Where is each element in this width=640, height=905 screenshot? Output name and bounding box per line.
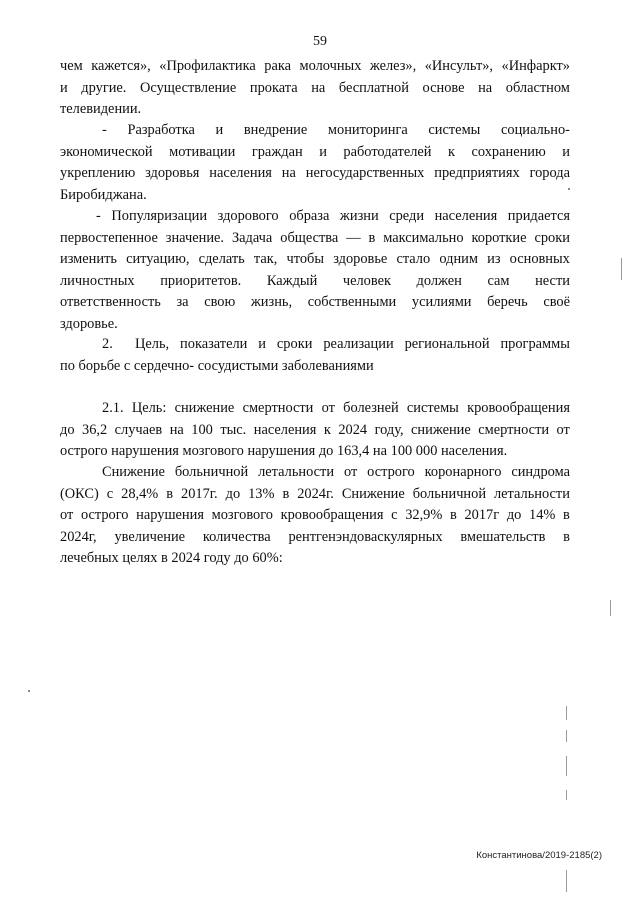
- word: программы: [500, 336, 570, 352]
- word: 2.1.: [102, 400, 124, 416]
- document-reference: Константинова/2019-2185(2): [476, 850, 602, 861]
- word: первостепенное: [60, 229, 158, 246]
- word: снижение: [174, 400, 235, 416]
- word: 2024: [338, 421, 368, 438]
- word: желез»,: [369, 58, 417, 74]
- word: образа: [289, 208, 330, 224]
- text-line: [60, 398, 570, 420]
- word: населения: [253, 421, 317, 438]
- word: кровообращения: [467, 400, 570, 416]
- word: коронарного: [424, 464, 502, 480]
- word: от: [556, 421, 570, 438]
- scan-artifact: [28, 690, 30, 692]
- text-line: [60, 292, 570, 314]
- scan-artifact: [566, 870, 567, 892]
- word: негосударственных: [305, 165, 425, 181]
- scan-artifact: [566, 790, 567, 800]
- word: в: [368, 229, 376, 246]
- scan-artifact: [566, 730, 567, 742]
- word: сделать: [198, 251, 245, 267]
- word: —: [346, 229, 361, 246]
- word: 2017г: [464, 507, 500, 523]
- word: острого: [80, 507, 129, 523]
- word: Разработка: [127, 122, 195, 138]
- text-line: [60, 484, 570, 506]
- text-line: [60, 249, 570, 271]
- word: с: [391, 507, 398, 523]
- word: (ОКС): [60, 485, 99, 502]
- word: на: [478, 79, 493, 96]
- word: Популяризации: [111, 208, 208, 224]
- word: внедрение: [243, 122, 308, 138]
- word: значение.: [165, 229, 225, 246]
- word: мотивации: [169, 143, 236, 160]
- word: в: [450, 507, 457, 523]
- word: должен: [416, 272, 462, 289]
- paragraph-2: [60, 120, 570, 206]
- word: социально-: [501, 122, 570, 138]
- word: бесплатной: [338, 79, 409, 96]
- scan-artifact: [568, 188, 570, 190]
- word: в: [282, 485, 290, 502]
- text-line: [60, 420, 570, 442]
- section-number: 2.: [102, 336, 113, 352]
- word: города: [529, 165, 570, 181]
- word: тыс.: [220, 421, 247, 438]
- word: «Инфаркт»: [501, 58, 570, 74]
- word: летальности: [493, 485, 570, 502]
- word: болезней: [343, 400, 399, 416]
- word: 100: [191, 421, 213, 438]
- word: в: [563, 507, 570, 523]
- word: придается: [507, 208, 570, 224]
- word: свою: [204, 294, 236, 310]
- word: жизни: [339, 208, 379, 224]
- word: региональной: [404, 336, 490, 352]
- scan-artifact: [566, 706, 567, 720]
- word: рака: [264, 58, 291, 74]
- text-line: Биробиджана.: [60, 186, 147, 203]
- word: предприятиях: [434, 165, 520, 181]
- heading-line-2: по борьбе с сердечно- сосудистыми заболеваниями: [60, 357, 374, 374]
- word: собственными: [307, 294, 397, 310]
- word: и: [215, 122, 224, 138]
- word: населения: [209, 165, 272, 181]
- word: изменить: [60, 251, 117, 267]
- word: рентгенэндоваскулярных: [288, 528, 443, 545]
- word: до: [60, 421, 75, 438]
- word: из: [487, 251, 501, 267]
- word: летальности: [258, 464, 335, 480]
- text-line: лечебных целях в 2024 году до 60%:: [60, 550, 283, 566]
- word: приоритетов.: [160, 272, 242, 289]
- text-line: [60, 56, 570, 78]
- word: проката: [249, 79, 298, 96]
- text-line: здоровье.: [60, 315, 118, 332]
- word: от: [321, 400, 335, 416]
- word: нести: [535, 272, 570, 289]
- word: «Профилактика: [159, 58, 256, 74]
- word: ситуацию,: [126, 251, 190, 267]
- word: другие.: [81, 79, 127, 96]
- word: за: [176, 294, 189, 310]
- word: Задача: [231, 229, 273, 246]
- word: острого: [367, 464, 415, 480]
- word: короткие: [471, 229, 527, 246]
- word: чтобы: [286, 251, 325, 267]
- word: к: [323, 421, 331, 438]
- word: среди: [389, 208, 425, 224]
- word: в: [166, 485, 174, 502]
- word: усилиями: [411, 294, 472, 310]
- word: к: [448, 143, 455, 160]
- word: нарушения: [136, 507, 204, 523]
- word: больничной: [412, 485, 487, 502]
- word: от: [343, 464, 358, 480]
- word: Снижение: [102, 464, 165, 480]
- word: мониторинга: [327, 122, 408, 138]
- heading-text: [135, 334, 570, 356]
- word: Каждый: [266, 272, 318, 289]
- word: основе: [422, 79, 465, 96]
- text-line: [60, 462, 570, 484]
- goal-paragraph-1: [60, 398, 570, 463]
- word: здорового: [217, 208, 279, 224]
- word: Осуществление: [140, 79, 237, 96]
- word: основных: [509, 251, 570, 267]
- word: до: [225, 485, 241, 502]
- word: системы: [428, 122, 481, 138]
- word: 2017г.: [181, 485, 218, 502]
- scan-artifact: [610, 600, 611, 616]
- word: своё: [543, 294, 570, 310]
- word: стало: [396, 251, 431, 267]
- word: и: [319, 143, 327, 160]
- page-number: 59: [313, 34, 327, 49]
- word: беречь: [487, 294, 528, 310]
- word: 28,4%: [121, 485, 159, 502]
- section-heading: [60, 334, 570, 377]
- word: больничной: [174, 464, 249, 480]
- word: здоровье: [333, 251, 388, 267]
- word: областном: [505, 79, 570, 96]
- goal-paragraph-2: [60, 462, 570, 570]
- word: и: [60, 79, 68, 96]
- word: 32,9%: [405, 507, 443, 523]
- text-line: [60, 228, 570, 250]
- word: 13%: [248, 485, 275, 502]
- paragraph-3: [60, 206, 570, 335]
- word: ответственность: [60, 294, 161, 310]
- word: случаев: [114, 421, 163, 438]
- word: -: [102, 122, 107, 138]
- text-line: [60, 206, 570, 228]
- word: на: [311, 79, 326, 96]
- word: смертности: [242, 400, 314, 416]
- word: чем: [60, 58, 83, 74]
- word: населения: [434, 208, 498, 224]
- word: 2024г,: [60, 528, 97, 545]
- word: и: [258, 336, 266, 352]
- word: экономической: [60, 143, 153, 160]
- word: максимально: [383, 229, 464, 246]
- text-line: острого нарушения мозгового нарушения до 163,4 на 100 000 населения.: [60, 443, 508, 459]
- word: молочных: [299, 58, 362, 74]
- word: жизнь,: [250, 294, 293, 310]
- word: граждан: [251, 143, 303, 160]
- word: здоровья: [145, 165, 200, 181]
- scan-artifact: [621, 258, 622, 280]
- word: человек: [342, 272, 391, 289]
- word: от: [60, 507, 74, 523]
- word: личностных: [60, 272, 135, 289]
- word: количества: [202, 528, 271, 545]
- word: 2024г.: [297, 485, 334, 502]
- word: общества: [280, 229, 339, 246]
- word: кажется»,: [91, 58, 151, 74]
- word: Цель,: [135, 336, 170, 352]
- scan-artifact: [566, 756, 567, 776]
- word: сроки: [276, 336, 313, 352]
- text-line: телевидении.: [60, 101, 142, 117]
- word: укреплению: [60, 165, 136, 181]
- text-line: [60, 271, 570, 293]
- word: вмешательств: [460, 528, 546, 545]
- word: мозгового: [211, 507, 273, 523]
- word: с: [106, 485, 114, 502]
- word: 14%: [529, 507, 556, 523]
- word: Снижение: [341, 485, 405, 502]
- word: на: [169, 421, 184, 438]
- paragraph-1: [60, 56, 570, 121]
- word: году,: [374, 421, 404, 438]
- text-line: [60, 163, 570, 185]
- word: «Инсульт»,: [424, 58, 494, 74]
- word: показатели: [180, 336, 248, 352]
- text-line: [60, 505, 570, 527]
- word: увеличение: [114, 528, 186, 545]
- text-line: [60, 527, 570, 549]
- word: и: [562, 143, 570, 160]
- word: так,: [253, 251, 278, 267]
- word: смертности: [478, 421, 550, 438]
- word: до: [506, 507, 522, 523]
- word: работодателей: [343, 143, 432, 160]
- word: сроки: [534, 229, 570, 246]
- text-line: [60, 120, 570, 142]
- text-line: [60, 142, 570, 164]
- word: снижение: [411, 421, 471, 438]
- text-line: [60, 78, 570, 100]
- word: 36,2: [82, 421, 108, 438]
- word: в: [563, 528, 570, 545]
- word: -: [96, 208, 101, 224]
- word: кровообращения: [280, 507, 384, 523]
- word: Цель:: [131, 400, 167, 416]
- word: системы: [406, 400, 459, 416]
- word: на: [281, 165, 296, 181]
- word: одним: [439, 251, 478, 267]
- heading-line-1: [60, 334, 570, 356]
- word: сам: [487, 272, 510, 289]
- word: реализации: [323, 336, 394, 352]
- word: сохранению: [471, 143, 546, 160]
- word: синдрома: [511, 464, 570, 480]
